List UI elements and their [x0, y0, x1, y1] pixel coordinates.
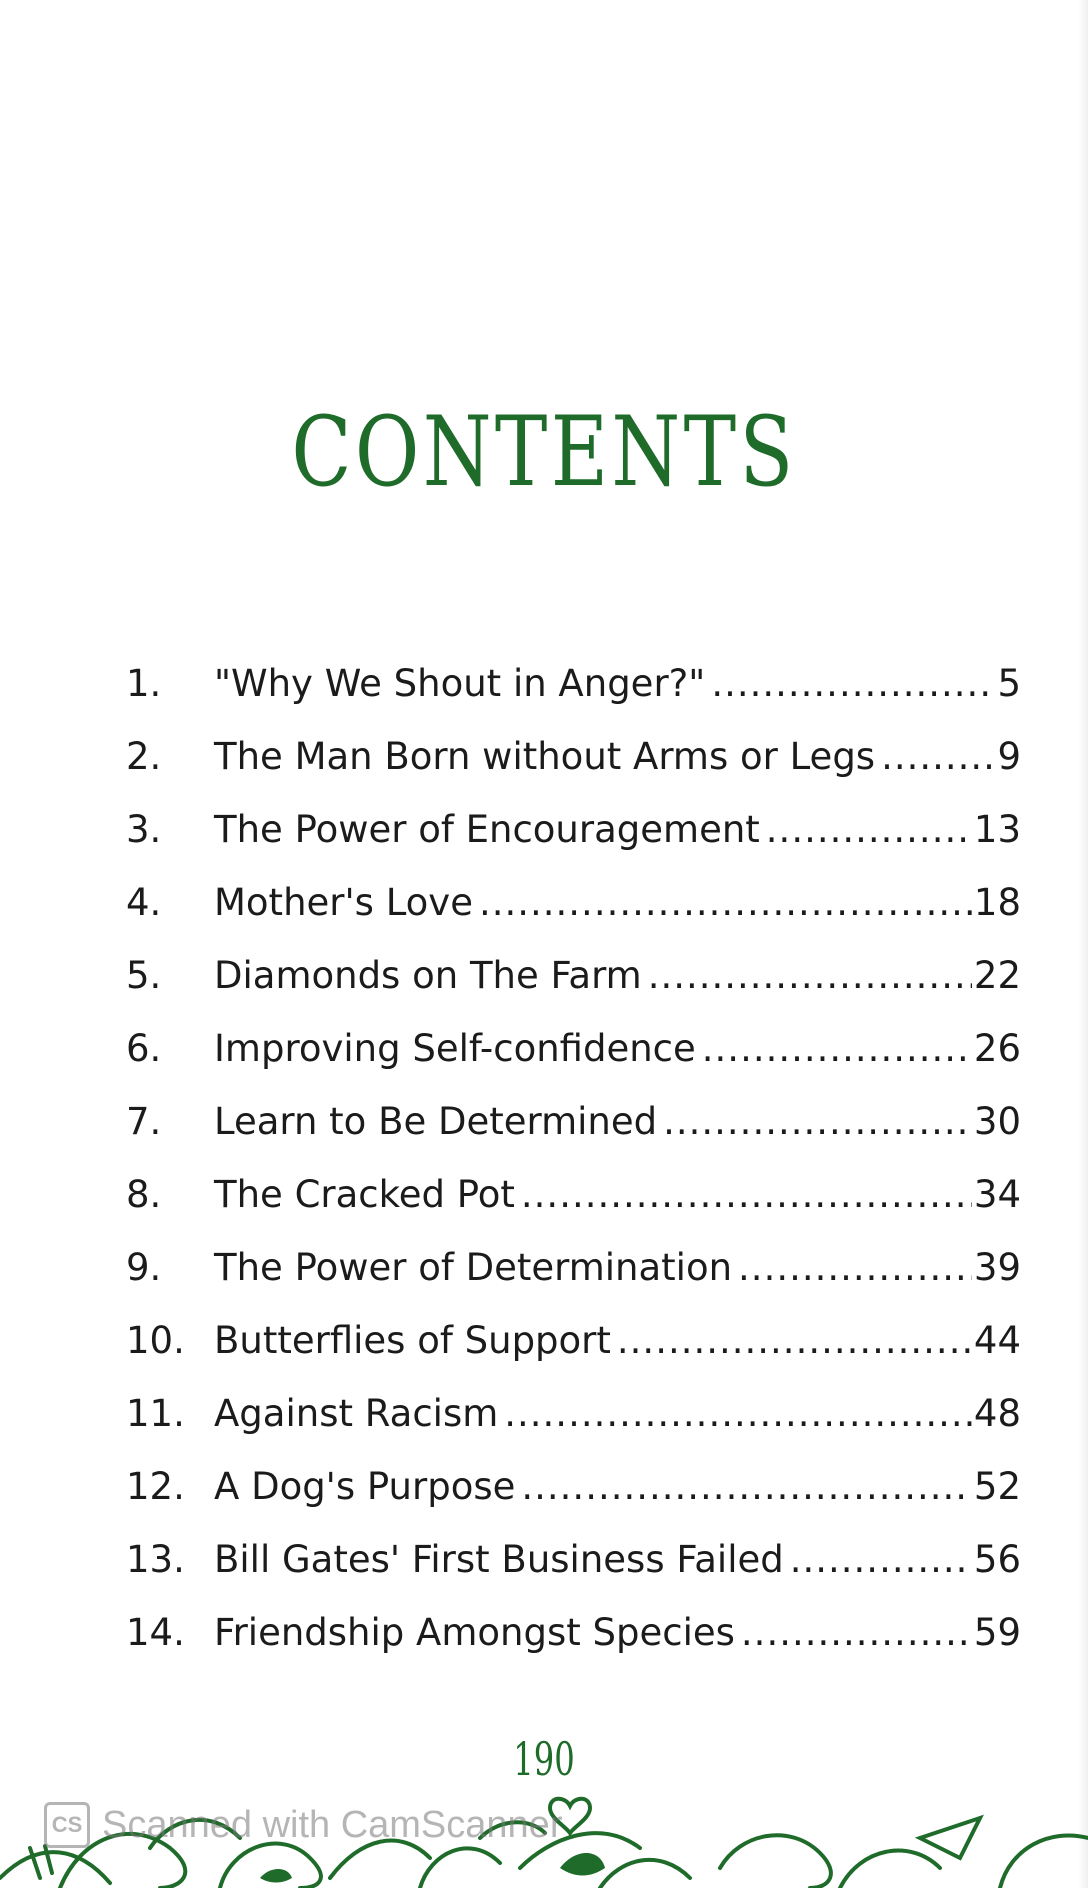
toc-entry-page: 26 [973, 1027, 1021, 1070]
dot-leader [702, 1024, 972, 1074]
toc-entry-number: 12. [126, 1465, 185, 1508]
dot-leader [648, 951, 972, 1001]
toc-entry-number: 8. [126, 1173, 162, 1216]
toc-entry-title: Against Racism [214, 1392, 499, 1435]
toc-entry [126, 1243, 1021, 1316]
dot-leader [741, 1608, 972, 1658]
toc-entry [126, 1097, 1021, 1170]
toc-entry-page: 18 [973, 881, 1021, 924]
toc-entry [126, 805, 1021, 878]
toc-entry-page: 39 [973, 1246, 1021, 1289]
toc-entry-title: The Power of Determination [214, 1246, 733, 1289]
toc-entry-page: 9 [997, 735, 1021, 778]
watermark-text: Scanned with CamScanner [102, 1803, 563, 1846]
toc-entry-number: 14. [126, 1611, 185, 1654]
toc-entry-page: 52 [973, 1465, 1021, 1508]
toc-entry-title: Butterflies of Support [214, 1319, 611, 1362]
toc-entry-number: 7. [126, 1100, 162, 1143]
toc-entry-number: 10. [126, 1319, 185, 1362]
toc-entry-number: 11. [126, 1392, 185, 1435]
dot-leader [881, 732, 995, 782]
dot-leader [711, 659, 995, 709]
dot-leader [504, 1389, 972, 1439]
toc-entry-number: 3. [126, 808, 162, 851]
toc-entry-title: Improving Self-confidence [214, 1027, 696, 1070]
toc-entry-page: 48 [973, 1392, 1021, 1435]
toc-entry-title: The Man Born without Arms or Legs [214, 735, 876, 778]
toc-entry-page: 30 [973, 1100, 1021, 1143]
toc-entry-page: 5 [997, 662, 1021, 705]
toc-entry [126, 659, 1021, 732]
toc-entry-number: 9. [126, 1246, 162, 1289]
toc-entry-number: 6. [126, 1027, 162, 1070]
toc-entry-title: Diamonds on The Farm [214, 954, 642, 997]
camscanner-logo: CS [44, 1802, 90, 1848]
toc-entry-title: A Dog's Purpose [214, 1465, 516, 1508]
toc-entry [126, 732, 1021, 805]
dot-leader [521, 1462, 972, 1512]
toc-entry-page: 59 [973, 1611, 1021, 1654]
toc-entry-title: The Power of Encouragement [214, 808, 760, 851]
toc-entry [126, 1462, 1021, 1535]
toc-entry-number: 4. [126, 881, 162, 924]
toc-entry-page: 56 [973, 1538, 1021, 1581]
toc-entry [126, 951, 1021, 1024]
dot-leader [479, 878, 972, 928]
toc-entry-title: Mother's Love [214, 881, 473, 924]
table-of-contents [126, 659, 1021, 1681]
toc-entry-number: 2. [126, 735, 162, 778]
page-edge-shadow [1078, 0, 1088, 1888]
toc-entry-title: Bill Gates' First Business Failed [214, 1538, 784, 1581]
toc-entry-title: "Why We Shout in Anger?" [214, 662, 706, 705]
page-title: CONTENTS [291, 396, 797, 509]
toc-entry [126, 1316, 1021, 1389]
toc-entry-page: 13 [973, 808, 1021, 851]
dot-leader [663, 1097, 972, 1147]
dot-leader [521, 1170, 972, 1220]
dot-leader [617, 1316, 972, 1366]
toc-entry-page: 22 [973, 954, 1021, 997]
toc-entry-number: 1. [126, 662, 162, 705]
toc-entry-title: Learn to Be Determined [214, 1100, 658, 1143]
toc-entry [126, 1608, 1021, 1681]
toc-entry-title: The Cracked Pot [214, 1173, 515, 1216]
toc-entry [126, 1535, 1021, 1608]
dot-leader [790, 1535, 972, 1585]
dot-leader [738, 1243, 972, 1293]
toc-entry-number: 13. [126, 1538, 185, 1581]
toc-entry-title: Friendship Amongst Species [214, 1611, 735, 1654]
toc-entry-page: 34 [973, 1173, 1021, 1216]
toc-entry-page: 44 [973, 1319, 1021, 1362]
toc-entry [126, 1170, 1021, 1243]
page-number: 190 [513, 1732, 575, 1786]
dot-leader [766, 805, 972, 855]
toc-entry [126, 878, 1021, 951]
scanner-watermark [44, 1802, 562, 1848]
toc-entry [126, 1389, 1021, 1462]
toc-entry-number: 5. [126, 954, 162, 997]
toc-entry [126, 1024, 1021, 1097]
